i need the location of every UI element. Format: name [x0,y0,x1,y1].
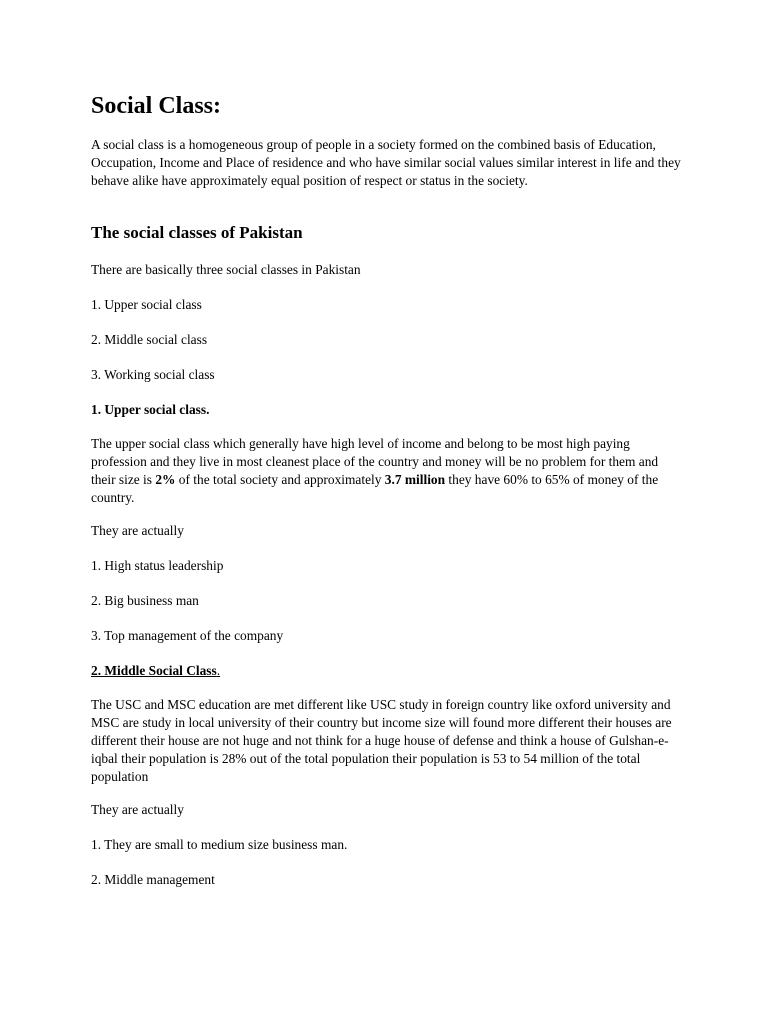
upper-text-part1: The upper social class which generally have high level of income and belong to be most high paying profession and they live in most cleanest place of the country and money will be no problem for them and their size is [91,436,659,487]
upper-text-part3: they have 60% to 65% of money of the country. [91,472,659,505]
intro-paragraph: A social class is a homogeneous group of people in a society formed on the combined basis of Education, Occupation, Income and Place of residence and who have similar social values similar interest in life and they behave alike have approximately equal position of respect or status in the society. [91,137,681,188]
page-title: Social Class: [91,93,222,119]
upper-million: 3.7 million [384,472,446,487]
document-content [91,88,681,887]
class-list-item-1: 1. Upper social class [91,297,202,312]
middle-class-heading [91,662,681,680]
upper-item-1: 1. High status leadership [91,558,224,573]
middle-heading-text: 2. Middle Social Class [91,663,217,678]
upper-item-3: 3. Top management of the company [91,628,284,643]
upper-item-2: 2. Big business man [91,593,199,608]
upper-actually: They are actually [91,523,184,538]
middle-heading-suffix: . [216,663,221,678]
middle-actually: They are actually [91,802,184,817]
class-list-item-3: 3. Working social class [91,367,215,382]
upper-pct: 2% [155,472,176,487]
middle-class-paragraph: The USC and MSC education are met different like USC study in foreign country like oxford university and MSC are study in local university of their country but income size will found more different their houses are different their house are not huge and not think for a huge house of defense and think a house of Gulshan-e-iqbal their population is 28% out of the total population their population is 53 to 54 million of the total population [91,697,672,784]
middle-item-1: 1. They are small to medium size business man. [91,837,348,852]
upper-class-paragraph [91,435,681,507]
section-heading: The social classes of Pakistan [91,223,303,242]
middle-item-2: 2. Middle management [91,872,215,887]
class-list-item-2: 2. Middle social class [91,332,208,347]
basic-line: There are basically three social classes in Pakistan [91,262,361,277]
upper-text-part2: of the total society and approximately [175,472,385,487]
upper-class-heading: 1. Upper social class. [91,402,210,417]
